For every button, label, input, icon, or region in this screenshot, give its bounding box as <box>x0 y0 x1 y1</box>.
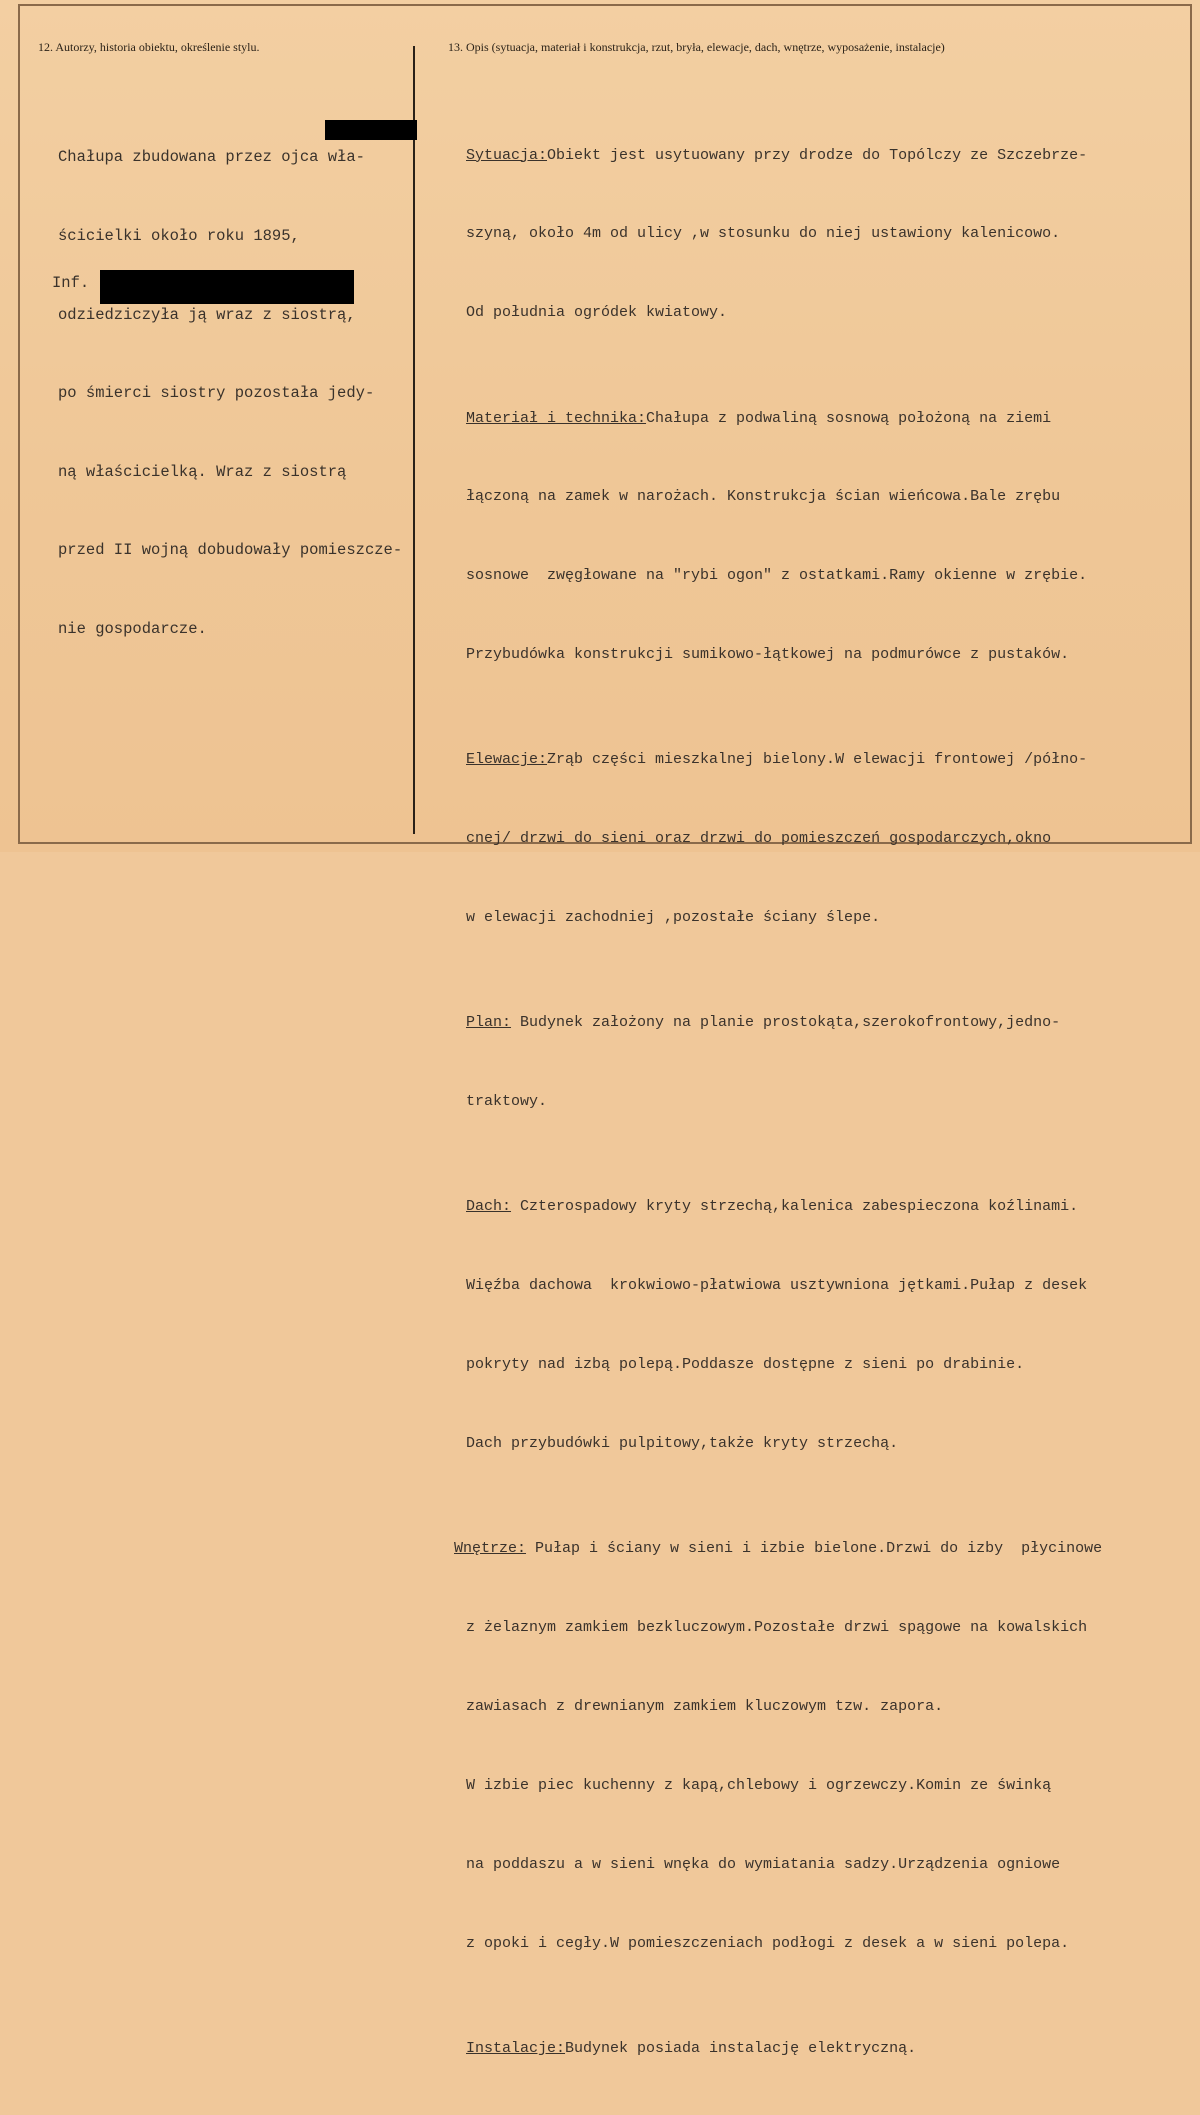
section-label-elewacje: Elewacje: <box>466 751 548 769</box>
description-line: Materiał i technika:Chałupa z podwaliną sosnową położoną na ziemi <box>466 409 1052 427</box>
description-line: z żelaznym zamkiem bezkluczowym.Pozostałe drzwi spągowe na kowalskich <box>466 1619 1088 1637</box>
description-line: Przybudówka konstrukcji sumikowo-łątkowej na podmurówce z pustaków. <box>466 646 1070 664</box>
frame-border-right <box>1190 4 1192 844</box>
history-line: odziedziczyła ją wraz z siostrą, <box>58 305 356 324</box>
redaction-bar <box>100 270 354 304</box>
redaction-bar <box>325 120 417 140</box>
description-line: Więźba dachowa krokwiowo-płatwiowa usztywniona jętkami.Pułap z desek <box>466 1277 1088 1295</box>
description-text <box>454 90 1103 2115</box>
description-line: traktowy. <box>466 1093 548 1111</box>
history-line: przed II wojną dobudowały pomieszcze- <box>58 541 403 560</box>
description-line: Sytuacja:Obiekt jest usytuowany przy drodze do Topólczy ze Szczebrze- <box>466 146 1088 164</box>
description-line: zawiasach z drewnianym zamkiem kluczowym tzw. zapora. <box>466 1698 944 1716</box>
description-line: na poddaszu a w sieni wnęka do wymiatania sadzy.Urządzenia ogniowe <box>466 1855 1061 1873</box>
description-line: Dach: Czterospadowy kryty strzechą,kalenica zabespieczona koźlinami. <box>466 1198 1079 1216</box>
description-line: pokryty nad izbą polepą.Poddasze dostępne z sieni po drabinie. <box>466 1356 1025 1374</box>
description-line: Od południa ogródek kwiatowy. <box>466 304 728 322</box>
section-label-plan: Plan: <box>466 1014 512 1032</box>
section-label-sytuacja: Sytuacja: <box>466 146 548 164</box>
history-line: ną właścicielką. Wraz z siostrą <box>58 462 347 481</box>
description-line: łączoną na zamek w narożach. Konstrukcja ścian wieńcowa.Bale zrębu <box>466 488 1061 506</box>
section-12-heading: 12. Autorzy, historia obiektu, określenie stylu. <box>38 40 260 54</box>
history-line: Chałupa zbudowana przez ojca wła- <box>58 148 365 167</box>
description-line: w elewacji zachodniej ,pozostałe ściany ślepe. <box>466 909 881 927</box>
section-label-material: Materiał i technika: <box>466 409 647 427</box>
description-line: Instalacje:Budynek posiada instalację elektryczną. <box>466 2039 917 2057</box>
description-line: sosnowe zwęgłowane na "rybi ogon" z ostatkami.Ramy okienne w zrębie. <box>466 567 1088 585</box>
frame-border-top <box>18 4 1192 6</box>
history-line: ścicielki około roku 1895, <box>58 227 300 246</box>
description-line: W izbie piec kuchenny z kapą,chlebowy i ogrzewczy.Komin ze świnką <box>466 1777 1052 1794</box>
section-label-wnetrze: Wnętrze: <box>454 1540 527 1558</box>
description-line: Dach przybudówki pulpitowy,także kryty strzechą. <box>466 1435 899 1453</box>
frame-border-left <box>18 4 20 844</box>
section-label-instalacje: Instalacje: <box>466 2039 566 2057</box>
section-label-dach: Dach: <box>466 1198 512 1216</box>
column-divider <box>413 46 415 834</box>
description-line: z opoki i cegły.W pomieszczeniach podłogi z desek a w sieni polepa. <box>466 1934 1070 1952</box>
section-13-heading: 13. Opis (sytuacja, materiał i konstrukcja, rzut, bryła, elewacje, dach, wnętrze, wyposażenie, instalacje) <box>448 40 945 54</box>
description-line: Elewacje:Zrąb części mieszkalnej bielony.W elewacji frontowej /półno- <box>466 751 1088 769</box>
history-line: po śmierci siostry pozostała jedy- <box>58 384 375 403</box>
history-text <box>58 92 402 695</box>
description-line: Plan: Budynek założony na planie prostokąta,szerokofrontowy,jedno- <box>466 1014 1061 1032</box>
description-line: cnej/ drzwi do sieni oraz drzwi do pomieszczeń gospodarczych,okno <box>466 830 1052 848</box>
description-line: Wnętrze: Pułap i ściany w sieni i izbie bielone.Drzwi do izby płycinowe <box>454 1540 1103 1558</box>
informant-label: Inf. <box>52 274 90 292</box>
history-line: nie gospodarcze. <box>58 620 207 639</box>
description-line: szyną, około 4m od ulicy ,w stosunku do niej ustawiony kalenicowo. <box>466 225 1061 243</box>
